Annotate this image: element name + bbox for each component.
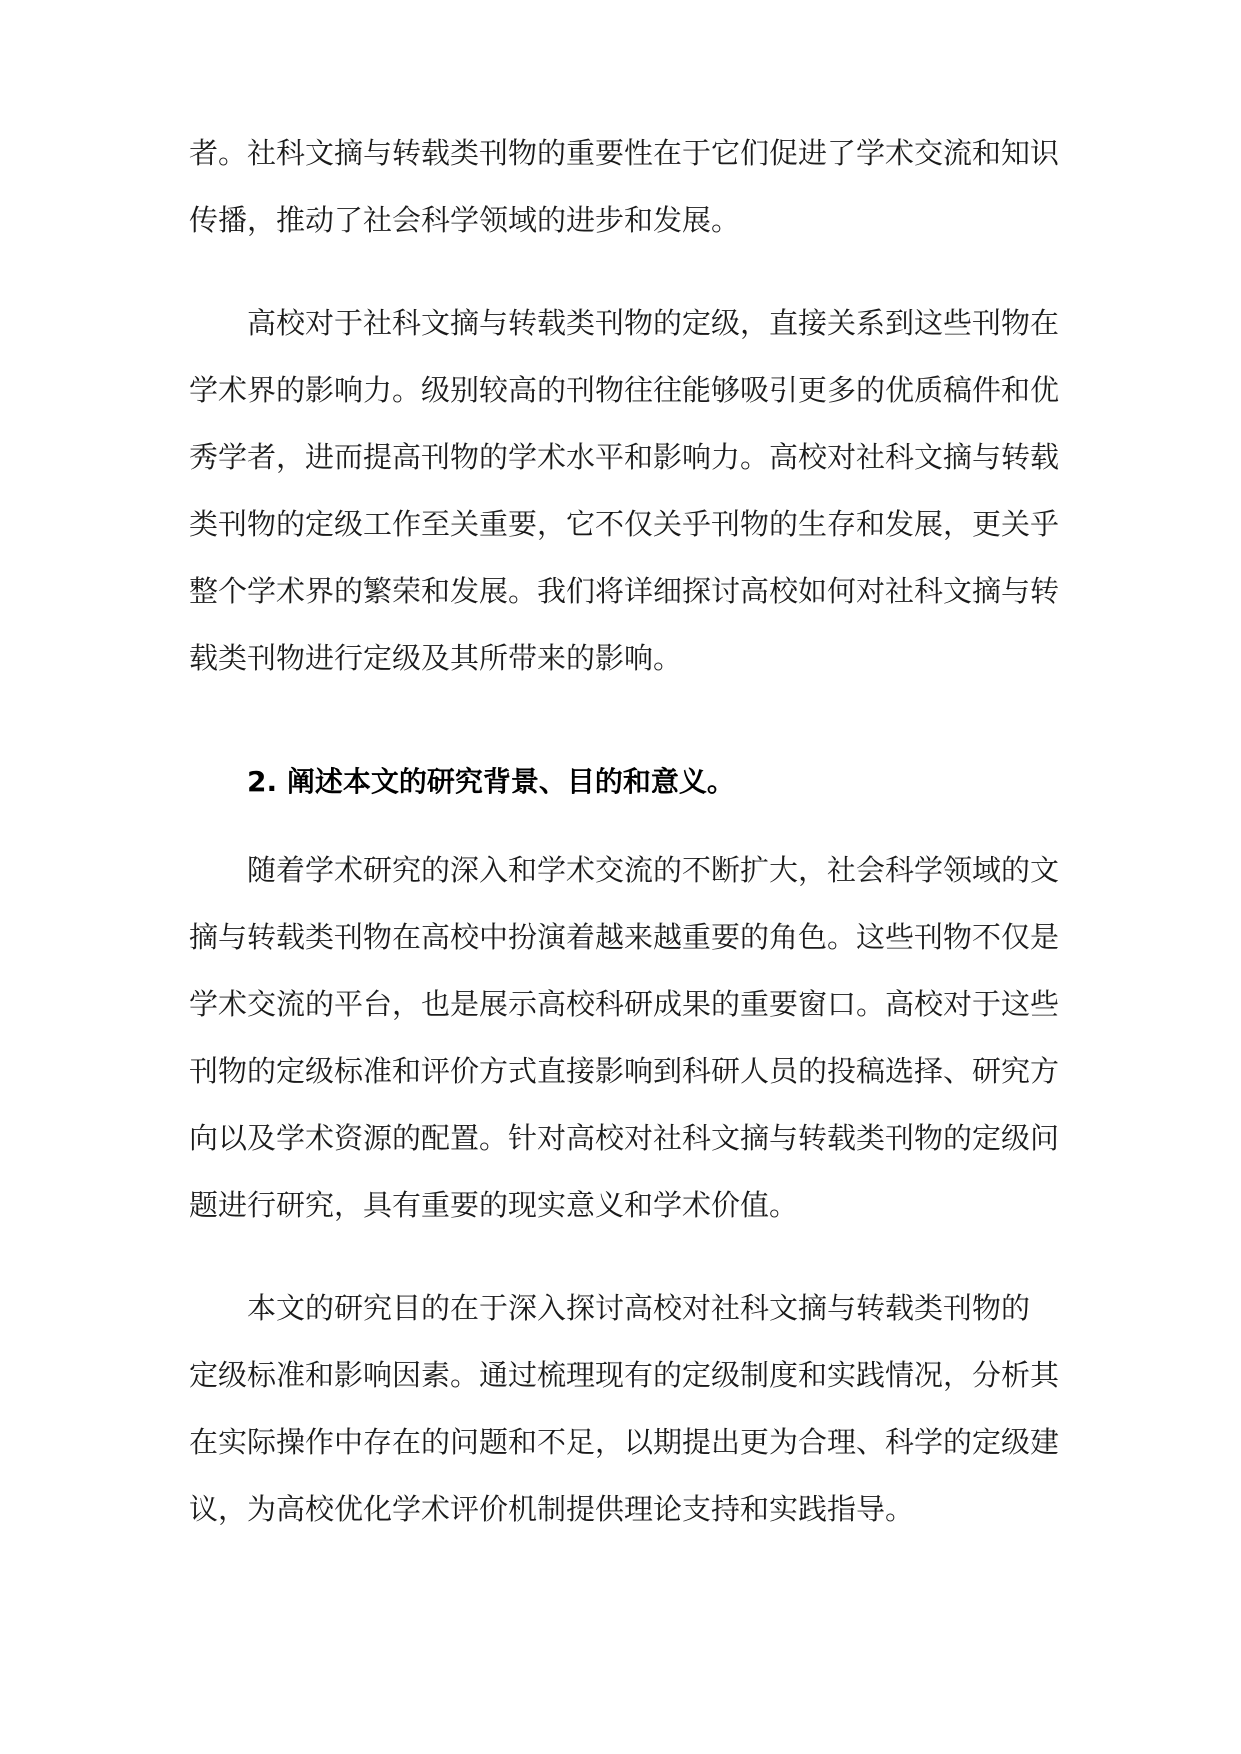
paragraph-line: 学术交流的平台，也是展示高校科研成果的重要窗口。高校对于这些	[189, 987, 1060, 1021]
section-heading: 2. 阐述本文的研究背景、目的和意义。	[247, 765, 735, 798]
paragraph-line: 类刊物的定级工作至关重要，它不仅关乎刊物的生存和发展，更关乎	[189, 507, 1060, 541]
paragraph-line: 定级标准和影响因素。通过梳理现有的定级制度和实践情况，分析其	[189, 1358, 1060, 1392]
paragraph-line: 高校对于社科文摘与转载类刊物的定级，直接关系到这些刊物在	[247, 306, 1060, 340]
paragraph-line: 向以及学术资源的配置。针对高校对社科文摘与转载类刊物的定级问	[189, 1121, 1060, 1155]
paragraph-line: 者。社科文摘与转载类刊物的重要性在于它们促进了学术交流和知识	[189, 136, 1060, 170]
paragraph-line: 传播，推动了社会科学领域的进步和发展。	[189, 203, 741, 237]
paragraph-line: 学术界的影响力。级别较高的刊物往往能够吸引更多的优质稿件和优	[189, 373, 1060, 407]
paragraph-line: 载类刊物进行定级及其所带来的影响。	[189, 641, 683, 675]
paragraph-line: 在实际操作中存在的问题和不足，以期提出更为合理、科学的定级建	[189, 1425, 1060, 1459]
paragraph-line: 题进行研究，具有重要的现实意义和学术价值。	[189, 1188, 799, 1222]
paragraph-line: 随着学术研究的深入和学术交流的不断扩大，社会科学领域的文	[247, 853, 1060, 887]
paragraph-line: 刊物的定级标准和评价方式直接影响到科研人员的投稿选择、研究方	[189, 1054, 1060, 1088]
paragraph-line: 秀学者，进而提高刊物的学术水平和影响力。高校对社科文摘与转载	[189, 440, 1060, 474]
paragraph-line: 摘与转载类刊物在高校中扮演着越来越重要的角色。这些刊物不仅是	[189, 920, 1060, 954]
paragraph-line: 整个学术界的繁荣和发展。我们将详细探讨高校如何对社科文摘与转	[189, 574, 1060, 608]
paragraph-line: 本文的研究目的在于深入探讨高校对社科文摘与转载类刊物的	[247, 1291, 1031, 1325]
paragraph-line: 议，为高校优化学术评价机制提供理论支持和实践指导。	[189, 1492, 915, 1526]
